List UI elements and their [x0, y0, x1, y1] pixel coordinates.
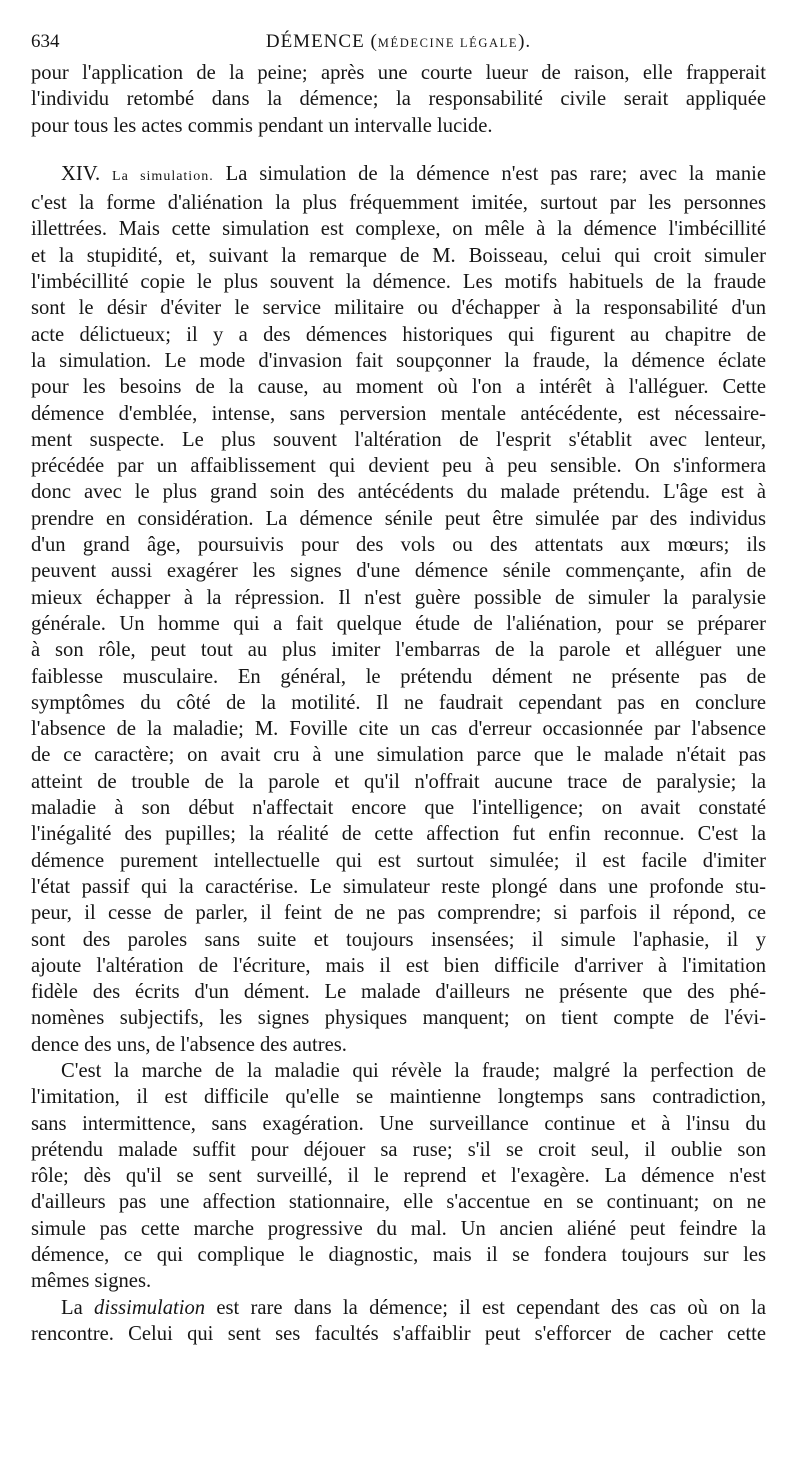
paragraph-dissimulation — [31, 1295, 766, 1348]
text-line: sans intermittence, sans exagération. Une surveillance continue et à l'insu du — [31, 1112, 766, 1135]
text-line: mieux échapper à la répression. Il n'est guère possible de simuler la paralysie — [31, 586, 766, 609]
text-line-fragment: est rare dans la démence; il est cependant des cas où on la — [216, 1296, 766, 1319]
text-line: acte délictueux; il y a des démences historiques qui figurent au chapitre de — [31, 323, 766, 346]
text-line: C'est la marche de la maladie qui révèle la fraude; malgré la perfection de — [61, 1059, 766, 1082]
text-line: fidèle des écrits d'un dément. Le malade d'ailleurs ne présente que des phé- — [31, 981, 766, 1004]
text-line: la simulation. Le mode d'invasion fait soupçonner la fraude, la démence éclate — [31, 349, 766, 372]
section-title: La simulation. — [112, 168, 214, 184]
text-line: rôle; dès qu'il se sent surveillé, il le reprend et l'exagère. La démence n'est — [31, 1165, 766, 1188]
text-line: sont le désir d'éviter le service militaire ou d'échapper à la responsabilité d'un — [31, 297, 766, 320]
section-spacer — [31, 139, 766, 161]
text-line: générale. Un homme qui a fait quelque étude de l'aliénation, pour se préparer — [31, 612, 766, 635]
text-line: d'ailleurs pas une affection stationnaire, elle s'accentue en se continuant; on ne — [31, 1191, 766, 1214]
text-line: démence d'emblée, intense, sans perversion mentale antécédente, est nécessaire- — [31, 402, 766, 425]
text-line: l'inégalité des pupilles; la réalité de cette affection fut enfin reconnue. C'est la — [31, 823, 766, 846]
paragraph-continuation — [31, 60, 766, 139]
text-line: dence des uns, de l'absence des autres. — [31, 1033, 347, 1056]
running-title-paren-close: ). — [518, 31, 532, 52]
text-line: mêmes signes. — [31, 1270, 152, 1293]
text-line: donc avec le plus grand soin des antécédents du malade prétendu. L'âge est à — [31, 481, 766, 504]
section-number: XIV. — [61, 162, 101, 185]
text-line: simule pas cette marche progressive du mal. Un ancien aliéné peut feindre la — [31, 1217, 766, 1240]
text-line: démence purement intellectuelle qui est surtout simulée; il est facile d'imiter — [31, 849, 766, 872]
running-title-main: DÉMENCE — [265, 31, 365, 52]
text-line: à son rôle, peut tout au plus imiter l'embarras de la parole et alléguer une — [31, 639, 766, 662]
text-line: l'individu retombé dans la démence; la responsabilité civile serait appliquée — [31, 88, 766, 111]
running-title-paren-open: ( — [370, 31, 378, 52]
running-title-subtitle: MÉDECINE LÉGALE — [377, 36, 519, 50]
running-title — [31, 24, 766, 61]
text-line: l'état passif qui la caractérise. Le simulateur reste plongé dans une profonde stu- — [31, 875, 766, 898]
text-line: pour l'application de la peine; après une courte lueur de raison, elle frapperait — [31, 62, 766, 84]
text-line: démence, ce qui complique le diagnostic, mais il se fondera toujours sur les — [31, 1244, 766, 1267]
page-number: 634 — [31, 31, 60, 52]
text-line: illettrées. Mais cette simulation est complexe, on mêle à la démence l'imbécillité — [31, 218, 766, 241]
text-line: précédée par un affaiblissement qui devient peu à peu sensible. On s'informera — [31, 455, 766, 478]
text-line: maladie à son début n'affectait encore que l'intelligence; on avait constaté — [31, 797, 766, 820]
text-line-paragraph-start — [31, 1295, 766, 1321]
text-line: prétendu malade suffit pour déjouer sa ruse; s'il se croit seul, il oublie son — [31, 1138, 766, 1161]
text-line: rencontre. Celui qui sent ses facultés s'affaiblir peut s'efforcer de cacher cette — [31, 1322, 766, 1345]
text-line: ajoute l'altération de l'écriture, mais il est bien difficile d'arriver à l'imitation — [31, 954, 766, 977]
text-line-fragment: La simulation de la démence n'est pas rare; avec la manie — [225, 162, 766, 185]
text-line: pour tous les actes commis pendant un intervalle lucide. — [31, 114, 493, 137]
text-line: faiblesse musculaire. En général, le prétendu dément ne présente pas de — [31, 665, 766, 688]
text-line: l'imbécillité copie le plus souvent la démence. Les motifs habituels de la fraude — [31, 271, 766, 294]
italic-term: dissimulation — [94, 1296, 206, 1319]
text-line: atteint de trouble de la parole et qu'il n'offrait aucune trace de paralysie; la — [31, 770, 766, 793]
text-line: peuvent aussi exagérer les signes d'une démence sénile commençante, afin de — [31, 560, 766, 583]
text-line: sont des paroles sans suite et toujours insensées; il simule l'aphasie, il y — [31, 928, 766, 951]
text-line: prendre en considération. La démence sénile peut être simulée par des individus — [31, 507, 766, 530]
text-line: nomènes subjectifs, les signes physiques manquent; on tient compte de l'évi- — [31, 1007, 766, 1030]
text-line: l'absence de la maladie; M. Foville cite un cas d'erreur occasionnée par l'absence — [31, 718, 766, 741]
text-line: pour les besoins de la cause, au moment où l'on a intérêt à l'alléguer. Cette — [31, 376, 766, 399]
running-header — [31, 24, 766, 60]
text-line-section-start — [31, 161, 766, 190]
paragraph-fraud-detection — [31, 1058, 766, 1295]
text-line: de ce caractère; on avait cru à une simulation parce que le malade n'était pas — [31, 744, 766, 767]
text-line: l'imitation, il est difficile qu'elle se maintienne longtemps sans contradiction, — [31, 1086, 766, 1109]
text-line: et la stupidité, et, suivant la remarque de M. Boisseau, celui qui croit simuler — [31, 244, 766, 267]
text-line: c'est la forme d'aliénation la plus fréquemment imitée, surtout par les personnes — [31, 192, 766, 215]
text-line: ment suspecte. Le plus souvent l'altération de l'esprit s'établit avec lenteur, — [31, 428, 766, 451]
paragraph-section-xiv — [31, 161, 766, 1058]
text-line: symptômes du côté de la motilité. Il ne faudrait cependant pas en conclure — [31, 691, 766, 714]
text-line: d'un grand âge, poursuivis pour des vols ou des attentats aux mœurs; ils — [31, 534, 766, 557]
document-page — [31, 24, 766, 1347]
text-line: peur, il cesse de parler, il feint de ne pas comprendre; si parfois il répond, ce — [31, 902, 766, 925]
paragraph-first-word: La — [61, 1296, 83, 1319]
